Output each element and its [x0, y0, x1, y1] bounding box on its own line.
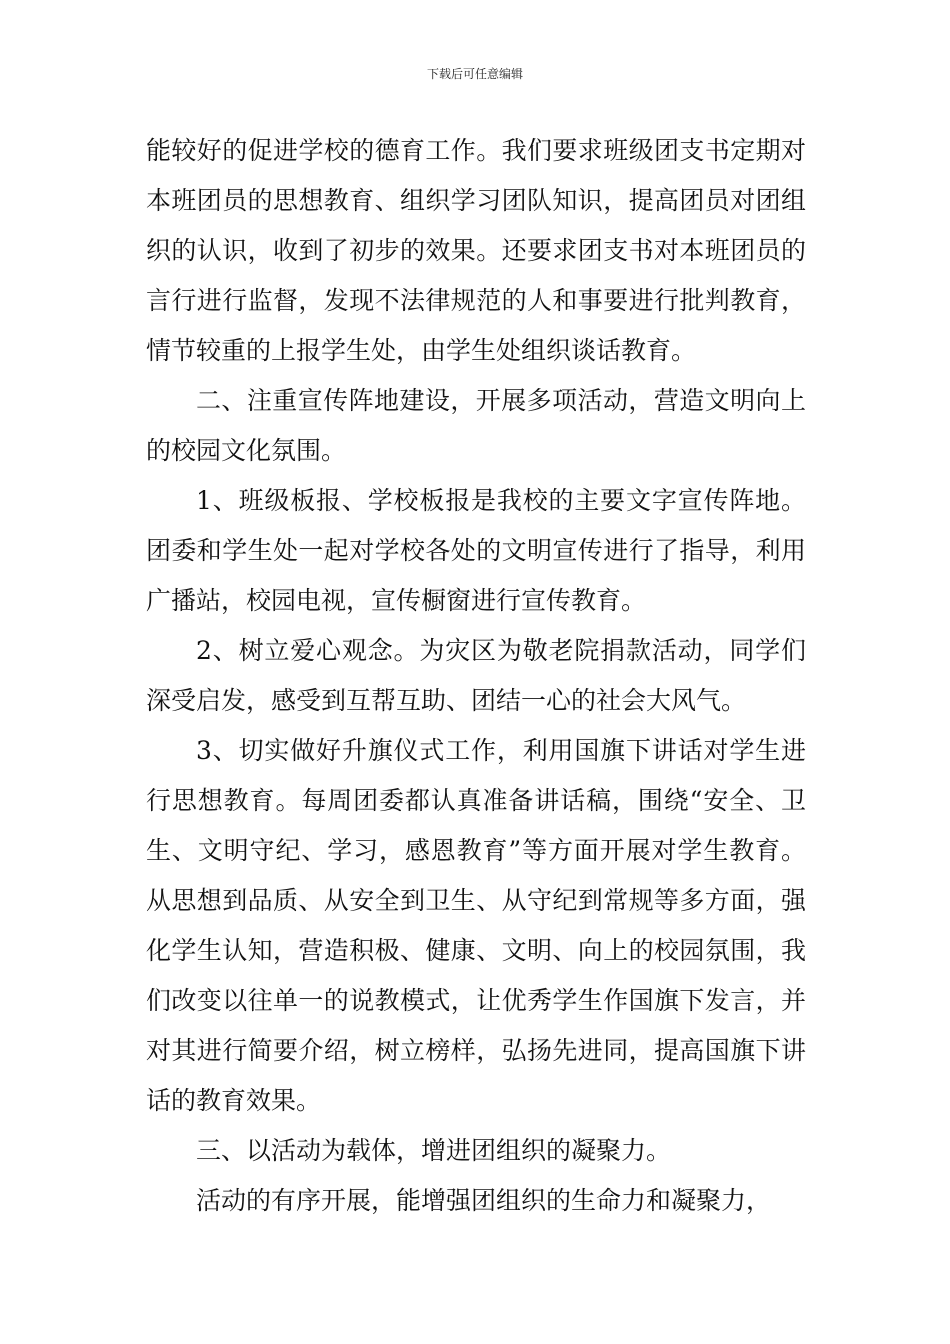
section-heading: 二、注重宣传阵地建设，开展多项活动，营造文明向上的校园文化氛围。	[146, 386, 806, 465]
paragraph: 2、树立爱心观念。为灾区为敬老院捐款活动，同学们深受启发，感受到互帮互助、团结一心的社会大风气。	[146, 636, 806, 715]
paragraph: 3、切实做好升旗仪式工作，利用国旗下讲话对学生进行思想教育。每周团委都认真准备讲话稿，围绕“安全、卫生、文明守纪、学习，感恩教育”等方面开展对学生教育。从思想到品质、从安全到卫生、从守纪到常规等多方面，强化学生认知，营造积极、健康、文明、向上的校园氛围，我们改变以往单一的说教模式，让优秀学生作国旗下发言，并对其进行简要介绍，树立榜样，弘扬先进同，提高国旗下讲话的教育效果。	[146, 736, 806, 1115]
paragraph: 能较好的促进学校的德育工作。我们要求班级团支书定期对本班团员的思想教育、组织学习团队知识，提高团员对团组织的认识，收到了初步的效果。还要求团支书对本班团员的言行进行监督，发现不法律规范的人和事要进行批判教育，情节较重的上报学生处，由学生处组织谈话教育。	[146, 136, 806, 365]
page-header: 下载后可任意编辑	[426, 67, 523, 81]
section-heading: 三、以活动为载体，增进团组织的凝聚力。	[196, 1136, 672, 1165]
document-body	[146, 126, 806, 1226]
paragraph: 活动的有序开展，能增强团组织的生命力和凝聚力，	[196, 1186, 772, 1215]
paragraph: 1、班级板报、学校板报是我校的主要文字宣传阵地。团委和学生处一起对学校各处的文明宣传进行了指导，利用广播站，校园电视，宣传橱窗进行宣传教育。	[146, 486, 806, 615]
